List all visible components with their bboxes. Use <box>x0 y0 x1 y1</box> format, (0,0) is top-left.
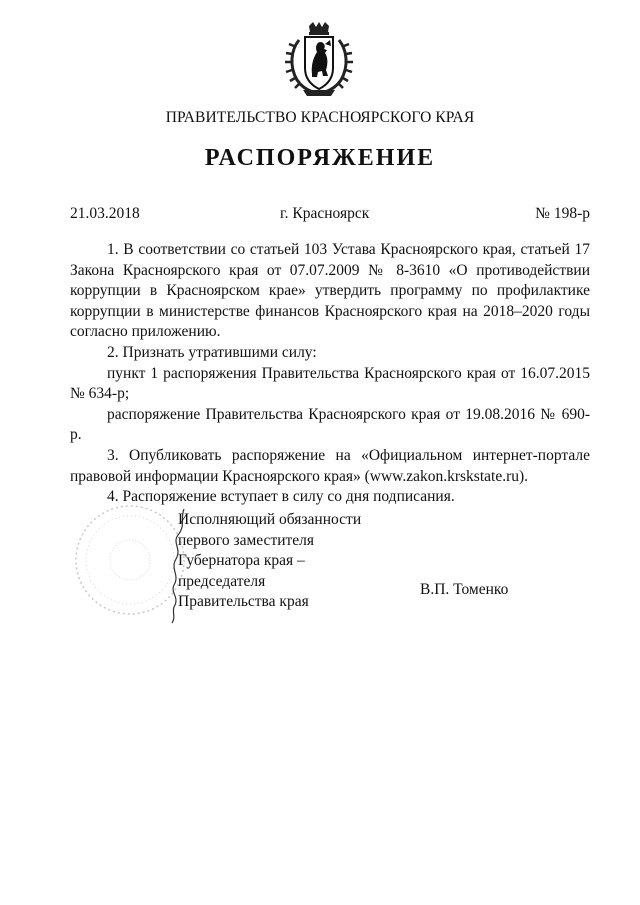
signer-name: В.П. Томенко <box>420 581 509 598</box>
signer-title-line: Исполняющий обязанности <box>178 511 362 528</box>
document-body <box>70 240 590 508</box>
signer-title-line: Губернатора края – <box>178 552 305 569</box>
signer-title-line: председателя <box>178 572 266 590</box>
signer-title-line: Правительства края <box>178 593 309 610</box>
paragraph-3: 3. Опубликовать распоряжение на «Официальном интернет-портале правовой информации Красноярского края» (www.zakon.krskstate.ru). <box>70 446 590 485</box>
paragraph-2-item-2: распоряжение Правительства Красноярского края от 19.08.2016 № 690-р. <box>70 405 590 444</box>
signer-title <box>178 510 361 613</box>
document-number: № 198-р <box>535 205 590 222</box>
paragraph-4: 4. Распоряжение вступает в силу со дня подписания. <box>107 488 455 506</box>
paragraph-1: 1. В соответствии со статьей 103 Устава Красноярского края, статьей 17 Закона Красноярского края от 07.07.2009 № 8-3610 «О противодействии коррупции в Красноярском крае» утвердить программу по профилактике коррупции в министерстве финансов Красноярского края на 2018–2020 годы согласно приложению. <box>70 241 590 341</box>
document-city: г. Красноярск <box>280 205 370 222</box>
document-type-title: РАСПОРЯЖЕНИЕ <box>204 145 436 171</box>
document-date: 21.03.2018 <box>70 205 140 222</box>
organization-name: ПРАВИТЕЛЬСТВО КРАСНОЯРСКОГО КРАЯ <box>165 109 475 126</box>
paragraph-2-item-1: пункт 1 распоряжения Правительства Красноярского края от 16.07.2015 № 634-р; <box>70 364 590 403</box>
signer-title-line: первого заместителя <box>178 531 315 549</box>
paragraph-2: 2. Признать утратившими силу: <box>107 343 317 361</box>
coat-of-arms-icon <box>285 22 353 98</box>
